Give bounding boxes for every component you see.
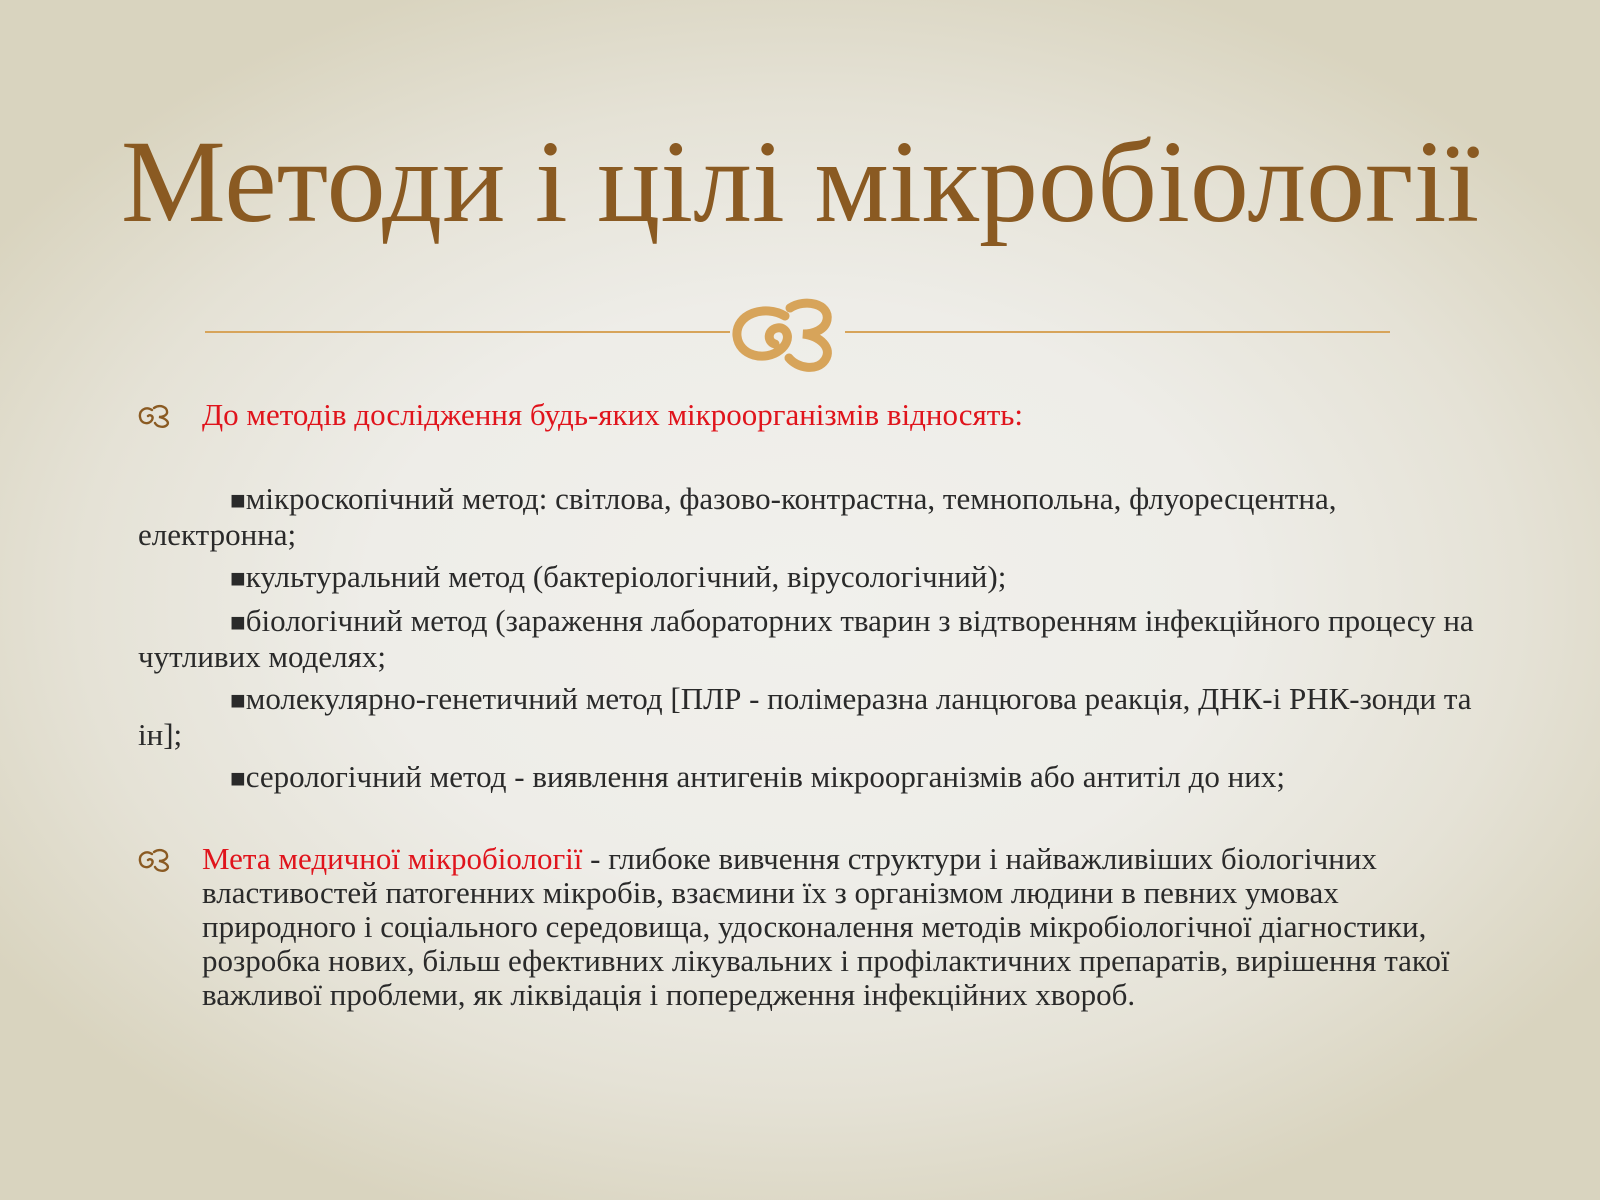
method-item-serological: ■серологічний метод - виявлення антигенів мікроорганізмів або антитіл до них; <box>230 759 1285 794</box>
fleuron-icon <box>737 303 828 367</box>
method-item-cultural: ■культуральний метод (бактеріологічний, вірусологічний); <box>230 559 1007 594</box>
slide-body <box>138 398 1478 1012</box>
method-item-microscopic: ■мікроскопічний метод: світлова, фазово-контрастна, темнопольна, флуоресцентна, електронна; <box>138 481 1337 552</box>
title-divider <box>205 296 1390 376</box>
bullet-goal <box>138 842 1478 1012</box>
bullet-methods-intro-text: До методів дослідження будь-яких мікроорганізмів відносять: <box>202 397 1024 432</box>
bullet-goal-highlight: Мета медичної мікробіології <box>202 841 583 876</box>
bullet-methods-intro <box>138 398 1478 432</box>
method-item-biological: ■біологічний метод (зараження лабораторних тварин з відтворенням інфекційного процесу на чутливих моделях; <box>138 603 1474 674</box>
fleuron-bullet-icon <box>138 404 178 428</box>
method-item-molecular-genetic: ■молекулярно-генетичний метод [ПЛР - полімеразна ланцюгова реакція, ДНК-і РНК-зонди та ін]; <box>138 681 1472 752</box>
slide-title: Методи і цілі мікробіології <box>120 116 1480 247</box>
fleuron-bullet-icon <box>138 848 178 872</box>
bullet-goal-text: - глибоке вивчення структури і найважливіших біологічних властивостей патогенних мікробів, взаємини їх з організмом людини в певних умовах природного і соціального середовища, удосконалення методів мікробіологічної діагностики, розробка нових, більш ефективних лікувальних і профілактичних препаратів, вирішення такої важливої проблеми, як ліквідація і попередження інфекційних хвороб. <box>202 841 1450 1012</box>
